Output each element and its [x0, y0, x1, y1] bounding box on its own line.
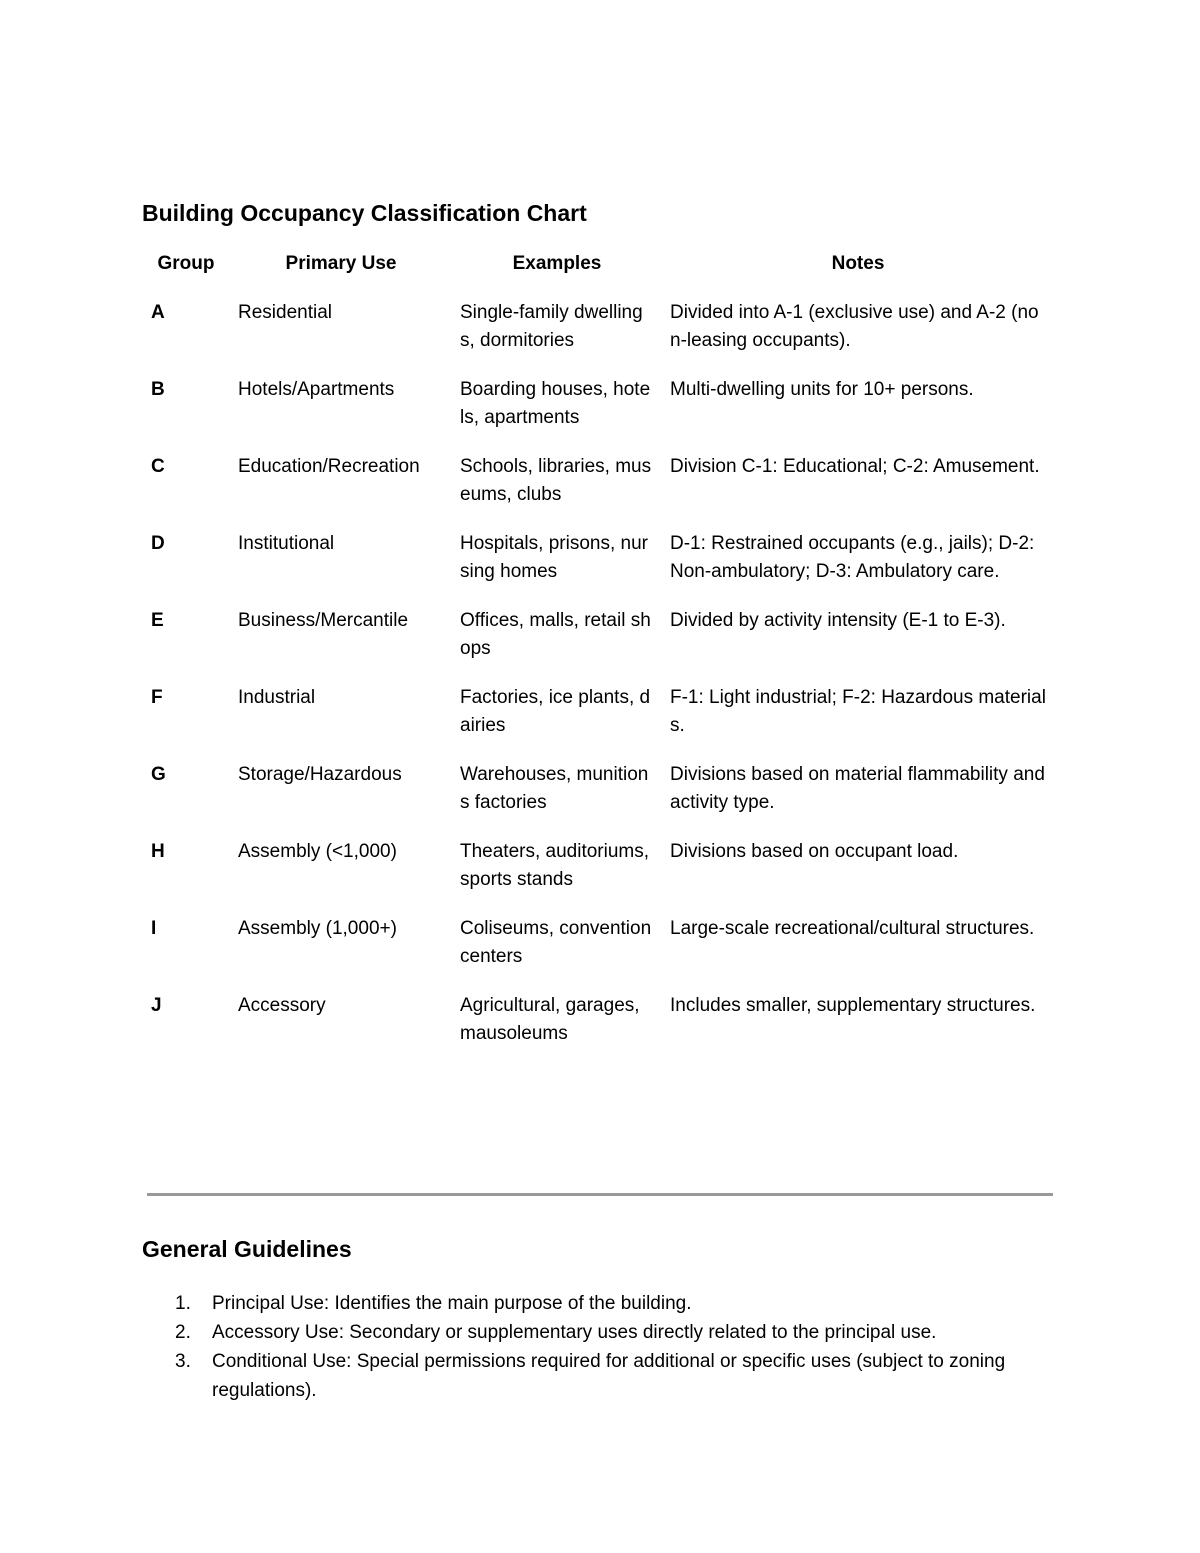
occupancy-classification-table	[142, 247, 1054, 1069]
cell-group: D	[151, 532, 165, 554]
table-row	[142, 761, 1054, 838]
cell-examples: Factories, ice plants, dairies	[460, 686, 651, 736]
cell-examples: Boarding houses, hotels, apartments	[460, 378, 651, 428]
guideline-number: 2.	[175, 1322, 191, 1343]
cell-group: F	[151, 686, 163, 708]
table-row	[142, 607, 1054, 684]
table-body	[142, 299, 1054, 1069]
cell-examples: Agricultural, garages, mausoleums	[460, 994, 640, 1044]
guideline-text: Conditional Use: Special permissions required for additional or specific uses (subject to zoning regulations).	[212, 1351, 1006, 1401]
cell-examples: Single-family dwellings, dormitories	[460, 301, 643, 351]
guidelines-title: General Guidelines	[142, 1236, 352, 1262]
cell-notes: Division C-1: Educational; C-2: Amusement.	[670, 455, 1040, 477]
cell-examples: Coliseums, convention centers	[460, 917, 652, 967]
cell-primary-use: Industrial	[238, 686, 316, 708]
cell-primary-use: Assembly (<1,000)	[238, 840, 397, 862]
cell-primary-use: Accessory	[238, 994, 326, 1016]
cell-examples: Warehouses, munitions factories	[460, 763, 649, 813]
cell-primary-use: Business/Mercantile	[238, 609, 409, 631]
guideline-item	[142, 1348, 1054, 1405]
cell-primary-use: Institutional	[238, 532, 335, 554]
cell-notes: Large-scale recreational/cultural structures.	[670, 917, 1035, 939]
cell-notes: Divisions based on material flammability and activity type.	[670, 763, 1045, 813]
cell-examples: Hospitals, prisons, nursing homes	[460, 532, 648, 582]
table-row	[142, 376, 1054, 453]
cell-primary-use: Residential	[238, 301, 332, 323]
cell-primary-use: Assembly (1,000+)	[238, 917, 397, 939]
cell-primary-use: Education/Recreation	[238, 455, 420, 477]
column-header-primary-use: Primary Use	[285, 253, 397, 274]
table-row	[142, 299, 1054, 376]
cell-primary-use: Hotels/Apartments	[238, 378, 395, 400]
guideline-item	[142, 1319, 1054, 1348]
guideline-number: 1.	[175, 1293, 191, 1314]
cell-notes: Includes smaller, supplementary structures.	[670, 994, 1036, 1016]
cell-notes: Divisions based on occupant load.	[670, 840, 959, 862]
table-header	[142, 247, 1054, 299]
cell-group: C	[151, 455, 165, 477]
cell-group: B	[151, 378, 165, 400]
cell-examples: Theaters, auditoriums, sports stands	[460, 840, 650, 890]
guideline-number: 3.	[175, 1351, 191, 1372]
cell-examples: Offices, malls, retail shops	[460, 609, 651, 659]
cell-group: E	[151, 609, 164, 631]
table-row	[142, 453, 1054, 530]
guideline-text: Accessory Use: Secondary or supplementary uses directly related to the principal use.	[212, 1322, 937, 1343]
cell-group: A	[151, 301, 165, 323]
page-title: Building Occupancy Classification Chart	[142, 200, 587, 226]
cell-notes: Multi-dwelling units for 10+ persons.	[670, 378, 974, 400]
cell-group: I	[151, 917, 157, 939]
table-row	[142, 838, 1054, 915]
column-header-notes: Notes	[831, 253, 885, 274]
table-row	[142, 684, 1054, 761]
cell-notes: Divided into A-1 (exclusive use) and A-2 (non-leasing occupants).	[670, 301, 1039, 351]
cell-notes: Divided by activity intensity (E-1 to E-3).	[670, 609, 1006, 631]
guidelines-list	[142, 1290, 1054, 1406]
table-row	[142, 992, 1054, 1069]
cell-notes: F-1: Light industrial; F-2: Hazardous materials.	[670, 686, 1046, 736]
table-header-row	[142, 247, 1054, 299]
cell-primary-use: Storage/Hazardous	[238, 763, 402, 785]
table-row	[142, 915, 1054, 992]
column-header-group: Group	[157, 253, 215, 274]
column-header-examples: Examples	[512, 253, 602, 274]
table-row	[142, 530, 1054, 607]
cell-group: J	[151, 994, 162, 1016]
cell-examples: Schools, libraries, museums, clubs	[460, 455, 652, 505]
cell-notes: D-1: Restrained occupants (e.g., jails); D-2: Non-ambulatory; D-3: Ambulatory care.	[670, 532, 1035, 582]
cell-group: H	[151, 840, 165, 862]
horizontal-divider	[147, 1193, 1053, 1196]
guideline-text: Principal Use: Identifies the main purpose of the building.	[212, 1293, 692, 1314]
cell-group: G	[151, 763, 166, 785]
guideline-item	[142, 1290, 1054, 1319]
